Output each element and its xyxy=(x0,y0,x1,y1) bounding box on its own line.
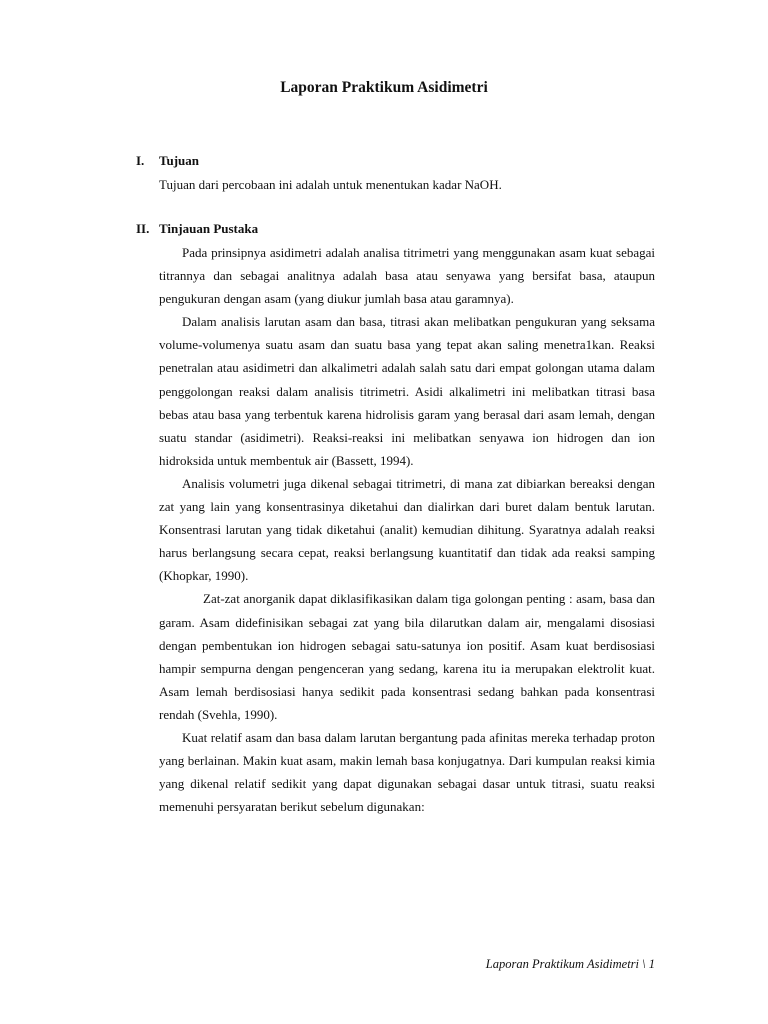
section-number: I. xyxy=(136,153,145,168)
paragraph: Zat-zat anorganik dapat diklasifikasikan dalam tiga golongan penting : asam, basa dan garam. Asam didefinisikan sebagai zat yang bila dilarutkan dalam air, mengalami disosiasi dengan pembentukan ion hidrogen sebagai satu-satunya ion positif. Asam kuat berdisosiasi hampir sempurna dengan pengenceran yang sedang, karena itu ia merupakan elektrolit kuat. Asam lemah berdisosiasi hanya sedikit pada konsentrasi sedang bahkan pada konsentrasi rendah (Svehla, 1990). xyxy=(159,591,655,722)
section-title: Tinjauan Pustaka xyxy=(159,221,259,236)
section-title: Tujuan xyxy=(159,153,199,168)
page-title: Laporan Praktikum Asidimetri xyxy=(280,79,488,96)
paragraph: Dalam analisis larutan asam dan basa, titrasi akan melibatkan pengukuran yang seksama volume-volumenya suatu asam dan suatu basa yang tepat akan saling menetra1kan. Reaksi penetralan atau asidimetri dan alkalimetri adalah salah satu dari empat golongan utama dalam penggolongan reaksi dalam analisis titrimetri. Asidi alkalimetri ini melibatkan titrasi basa bebas atau basa yang terbentuk karena hidrolisis garam yang berasal dari asam lemah, dengan suatu standar (asidimetri). Reaksi-reaksi ini melibatkan senyawa ion hidrogen dan ion hidroksida untuk membentuk air (Bassett, 1994). xyxy=(159,314,655,468)
paragraph: Pada prinsipnya asidimetri adalah analisa titrimetri yang menggunakan asam kuat sebagai titrannya dan sebagai analitnya adalah basa atau senyawa yang bersifat basa, ataupun pengukuran dengan asam (yang diukur jumlah basa atau garamnya). xyxy=(159,245,655,307)
tinjauan-pustaka-body xyxy=(159,241,655,818)
section-number: II. xyxy=(136,221,150,236)
section-heading-tinjauan-pustaka xyxy=(136,220,258,238)
page-footer: Laporan Praktikum Asidimetri \ 1 xyxy=(485,957,655,971)
tujuan-text: Tujuan dari percobaan ini adalah untuk menentukan kadar NaOH. xyxy=(159,177,502,192)
section-heading-tujuan xyxy=(136,152,199,170)
paragraph: Kuat relatif asam dan basa dalam larutan bergantung pada afinitas mereka terhadap proton yang berlainan. Makin kuat asam, makin lemah basa konjugatnya. Dari kumpulan reaksi kimia yang dikenal relatif sedikit yang dapat digunakan sebagai dasar untuk titrasi, suatu reaksi memenuhi persyaratan berikut sebelum digunakan: xyxy=(159,729,655,815)
paragraph: Analisis volumetri juga dikenal sebagai titrimetri, di mana zat dibiarkan bereaksi dengan zat yang lain yang konsentrasinya diketahui dan dialirkan dari buret dalam bentuk larutan. Konsentrasi larutan yang tidak diketahui (analit) kemudian dihitung. Syaratnya adalah reaksi harus berlangsung secara cepat, reaksi berlangsung kuantitatif dan tidak ada reaksi samping (Khopkar, 1990). xyxy=(159,475,655,584)
